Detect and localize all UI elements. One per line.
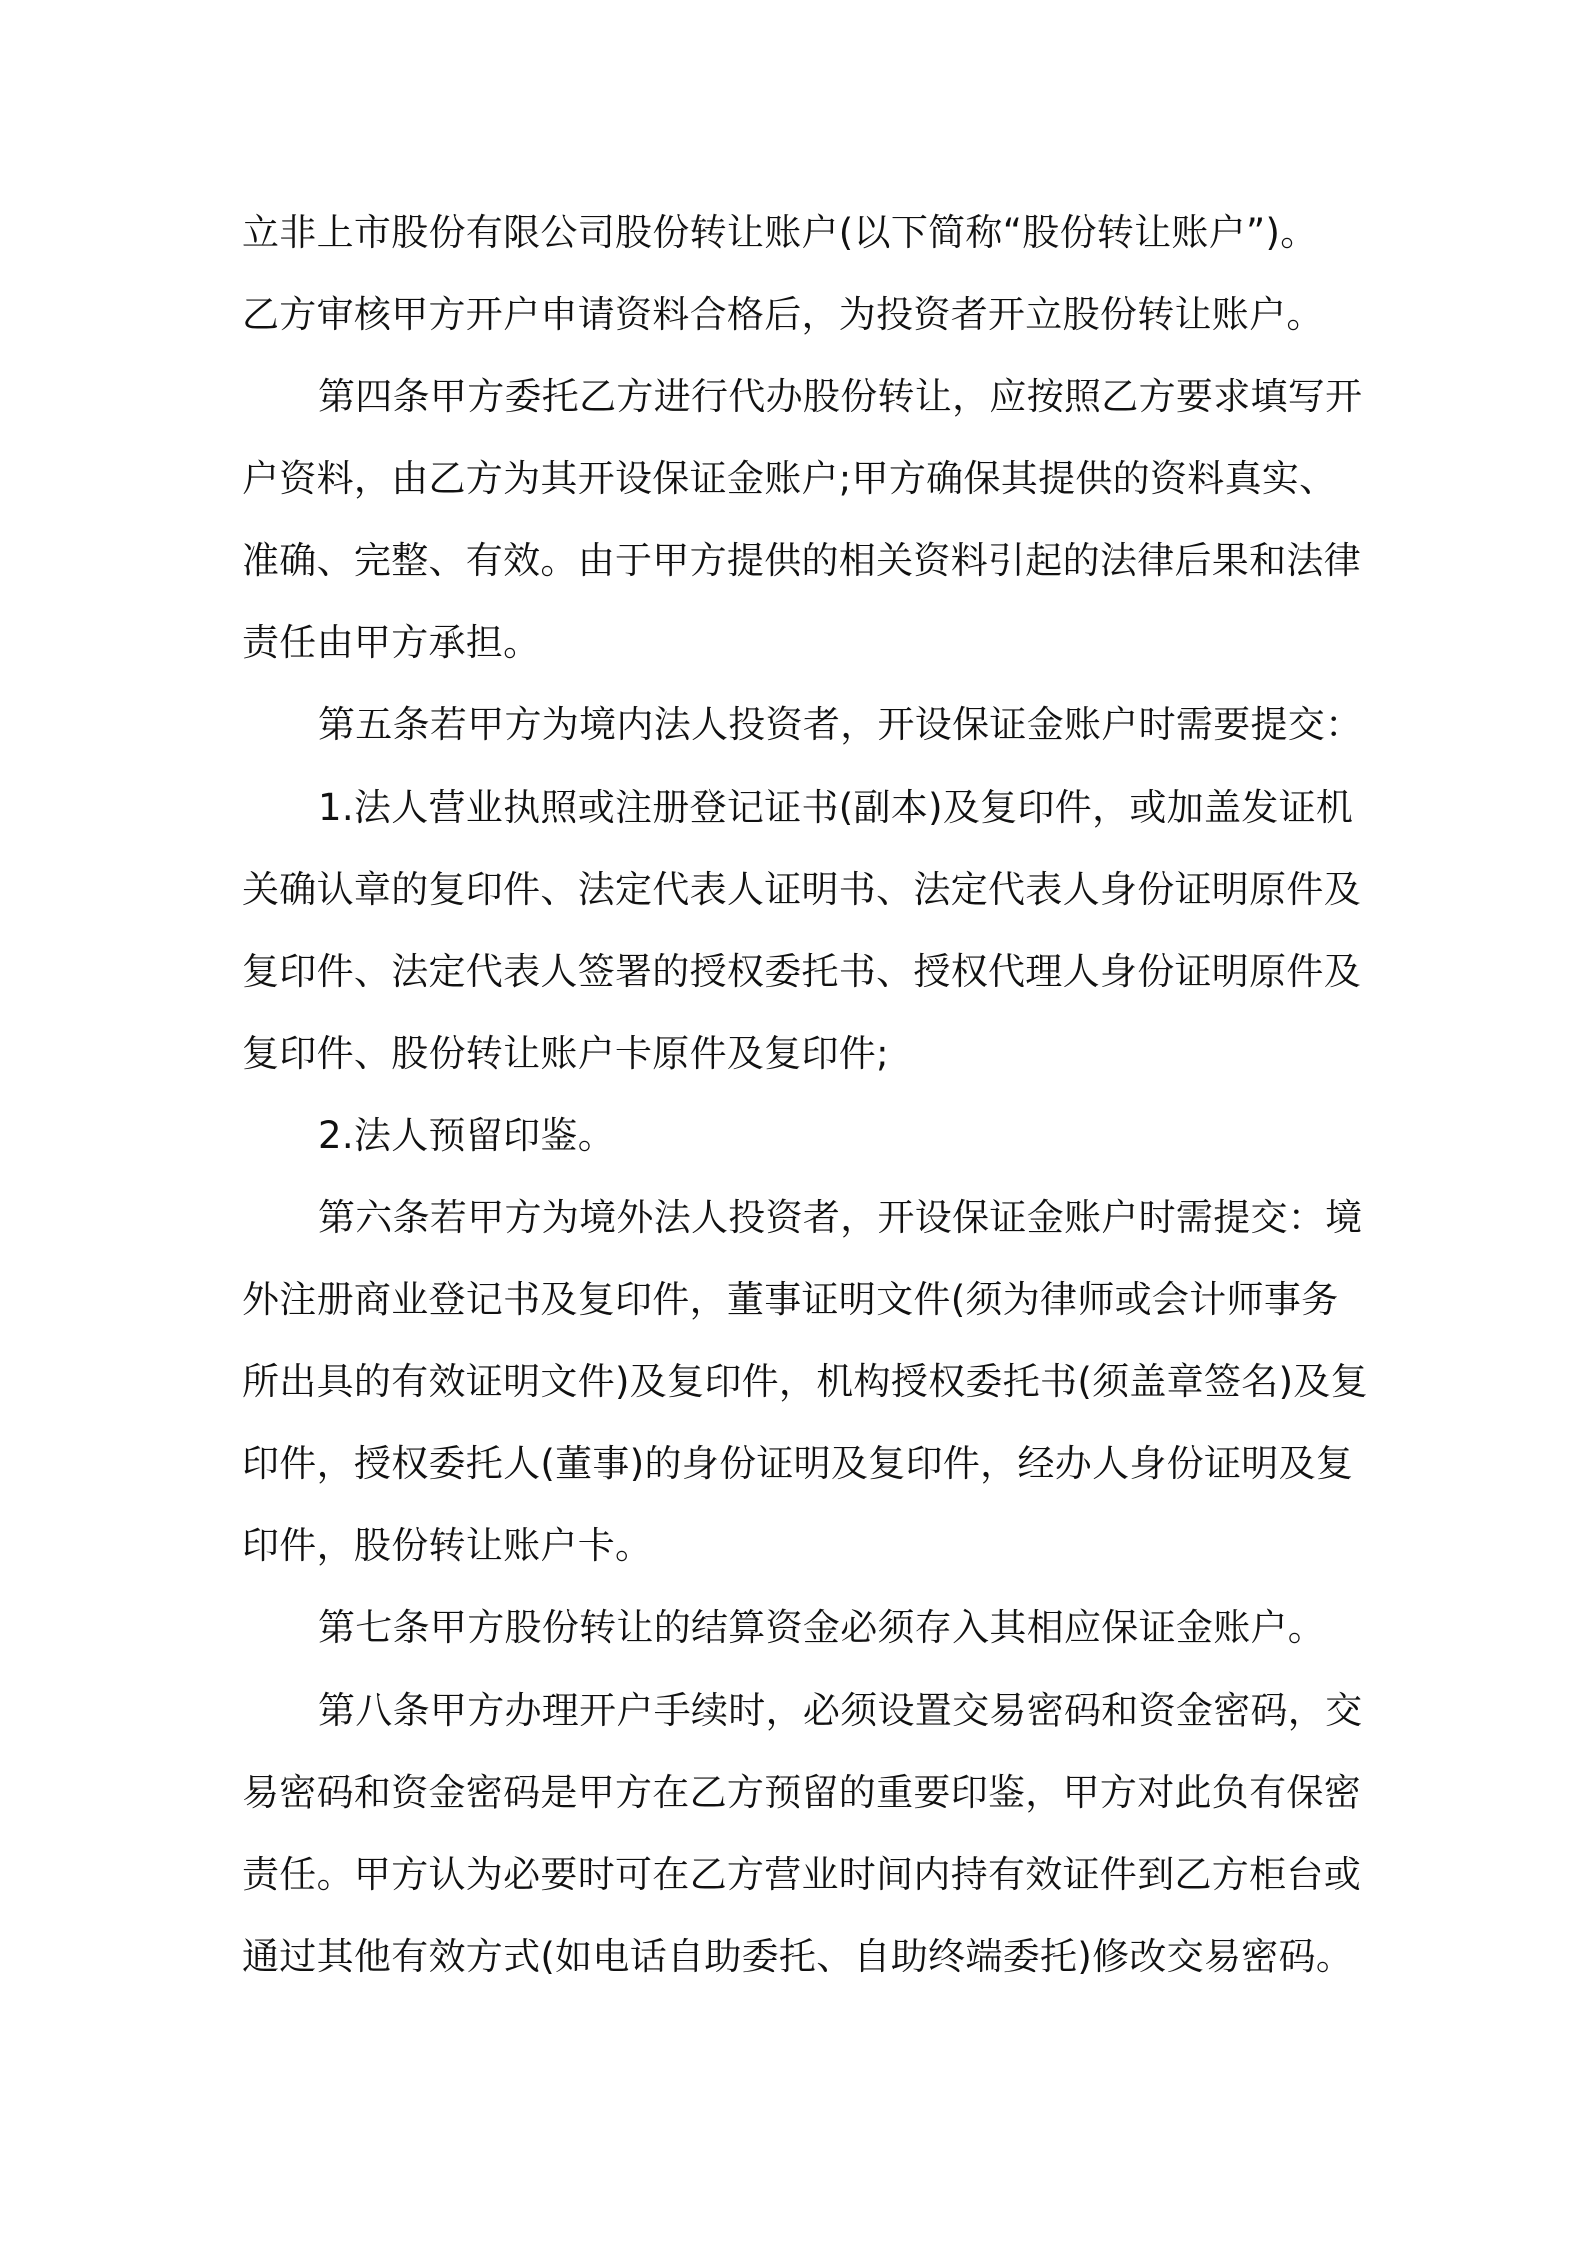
text-line: 通过其他有效方式(如电话自助委托、自助终端委托)修改交易密码。 [242, 1935, 1354, 1978]
text-line: 所出具的有效证明文件)及复印件，机构授权委托书(须盖章签名)及复 [242, 1360, 1368, 1403]
text-line: 第八条甲方办理开户手续时，必须设置交易密码和资金密码，交 [318, 1689, 1363, 1732]
text-line: 立非上市股份有限公司股份转让账户(以下简称“股份转让账户”)。 [242, 211, 1318, 254]
text-line: 复印件、法定代表人签署的授权委托书、授权代理人身份证明原件及 [242, 950, 1361, 993]
text-line: 准确、完整、有效。由于甲方提供的相关资料引起的法律后果和法律 [242, 539, 1361, 582]
text-line: 第七条甲方股份转让的结算资金必须存入其相应保证金账户。 [318, 1606, 1326, 1649]
text-line: 乙方审核甲方开户申请资料合格后，为投资者开立股份转让账户。 [242, 293, 1324, 336]
text-line: 第五条若甲方为境内法人投资者，开设保证金账户时需要提交： [318, 703, 1363, 746]
text-line: 户资料，由乙方为其开设保证金账户;甲方确保其提供的资料真实、 [242, 457, 1337, 500]
text-line: 责任。甲方认为必要时可在乙方营业时间内持有效证件到乙方柜台或 [242, 1853, 1361, 1896]
text-line: 复印件、股份转让账户卡原件及复印件; [242, 1032, 889, 1075]
text-line: 第四条甲方委托乙方进行代办股份转让，应按照乙方要求填写开 [318, 375, 1363, 418]
text-line: 第六条若甲方为境外法人投资者，开设保证金账户时需提交：境 [318, 1196, 1363, 1239]
text-line: 责任由甲方承担。 [242, 621, 541, 664]
text-line: 印件，授权委托人(董事)的身份证明及复印件，经办人身份证明及复 [242, 1442, 1354, 1485]
text-line: 关确认章的复印件、法定代表人证明书、法定代表人身份证明原件及 [242, 868, 1361, 911]
text-line: 1.法人营业执照或注册登记证书(副本)及复印件，或加盖发证机 [318, 786, 1354, 829]
text-line: 易密码和资金密码是甲方在乙方预留的重要印鉴，甲方对此负有保密 [242, 1771, 1361, 1814]
text-line: 印件，股份转让账户卡。 [242, 1524, 653, 1567]
text-line: 2.法人预留印鉴。 [318, 1114, 616, 1157]
text-line: 外注册商业登记书及复印件，董事证明文件(须为律师或会计师事务 [242, 1278, 1339, 1321]
